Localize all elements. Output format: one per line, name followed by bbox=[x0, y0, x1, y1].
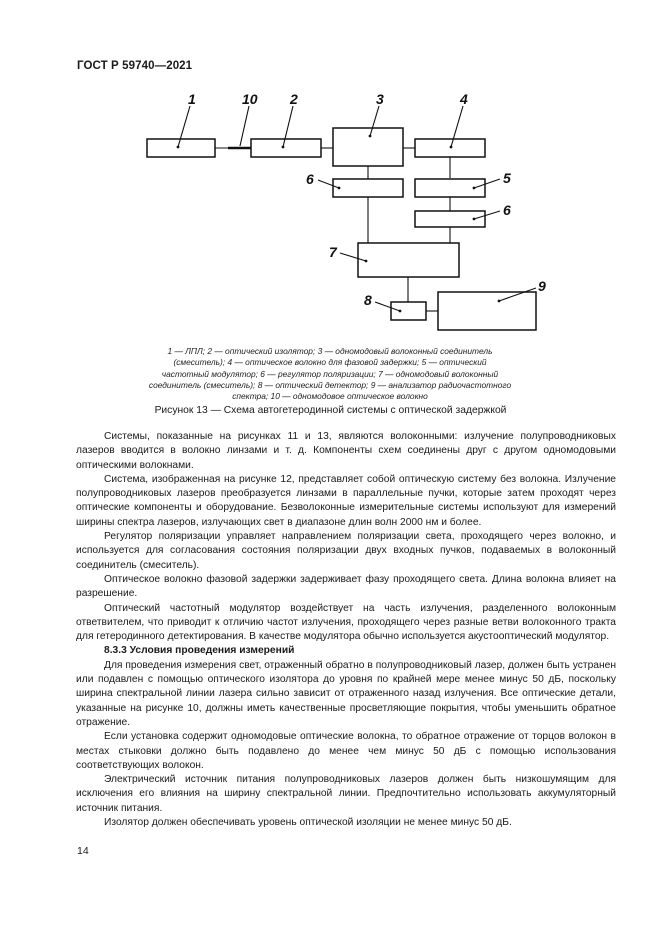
box-2-isolator bbox=[251, 139, 321, 157]
paragraph: Регулятор поляризации управляет направлением поляризации света, проходящего через волокно, и используется для согласования состояния поляризации двух входных пучков, подаваемых в волоконный соединитель (смеситель). bbox=[76, 531, 616, 571]
legend-line: спектра; 10 — одномодовое оптическое волокно bbox=[232, 391, 428, 402]
leader-10 bbox=[240, 106, 249, 146]
box-9-analyzer bbox=[438, 292, 536, 330]
legend-line: (смеситель); 4 — оптическое волокно для фазовой задержки; 5 — оптический bbox=[173, 357, 487, 368]
label-7: 7 bbox=[329, 244, 337, 260]
legend-line: соединитель (смеситель); 8 — оптический детектор; 9 — анализатор радиочастотного bbox=[148, 379, 512, 390]
label-5: 5 bbox=[503, 170, 511, 186]
paragraph: Оптический частотный модулятор воздействует на часть излучения, разделенного волоконным ответвителем, что приводит к отличию частот излучения, проходящего через разные ветви волоконного тракта для гетеродинного детектирования. В качестве модулятора обычно используется акустооптический модулятор. bbox=[76, 602, 616, 643]
label-3: 3 bbox=[376, 91, 384, 107]
figure-title: Рисунок 13 — Схема автогетеродинной системы с оптической задержкой bbox=[154, 405, 507, 416]
paragraph: Для проведения измерения свет, отраженный обратно в полупроводниковый лазер, должен быть устранен или подавлен с помощью оптического изолятора до уровня по крайней мере менее минус 50 дБ, поскольку ширина спектральной линии лазера сильно зависит от отраженного назад излучения. Все оптические детали, указанные на рисунке 10, должны иметь качественные просветляющие покрытия, чтобы уменьшить обратное отражение. bbox=[76, 659, 616, 728]
document-header: ГОСТ Р 59740—2021 bbox=[77, 60, 193, 72]
label-2: 2 bbox=[290, 91, 298, 107]
box-7-coupler bbox=[358, 243, 459, 277]
label-1: 1 bbox=[188, 91, 196, 107]
label-10: 10 bbox=[242, 91, 258, 107]
label-4: 4 bbox=[460, 91, 468, 107]
paragraph: Система, изображенная на рисунке 12, представляет собой оптическую систему без волокна. Излучение полупроводниковых лазеров преобразуется линзами в параллельные пучки, которые затем проходят через оптические компоненты и оборудование. Безволоконные измерительные системы используют для измерений ширины спектра лазеров, излучающих свет в диапазоне длин волн 2000 нм и более. bbox=[76, 473, 616, 528]
paragraph: Изолятор должен обеспечивать уровень оптической изоляции не менее минус 50 дБ. bbox=[104, 817, 512, 829]
figure-legend bbox=[130, 346, 530, 402]
paragraph: Системы, показанные на рисунках 11 и 13, являются волоконными: излучение полупроводниковых лазеров вводится в волокно линзами и т. д. Компоненты схем соединены друг с другом одномодовыми оптическими волокнами. bbox=[76, 431, 616, 471]
page-number: 14 bbox=[77, 845, 89, 857]
label-8: 8 bbox=[364, 292, 372, 308]
section-heading: 8.3.3 Условия проведения измерений bbox=[104, 645, 295, 657]
box-4-delay-fiber bbox=[415, 139, 485, 157]
label-6: 6 bbox=[503, 202, 511, 218]
label-6a: 6 bbox=[306, 171, 314, 187]
paragraph: Оптическое волокно фазовой задержки задерживает фазу проходящего света. Длина волокна влияет на разрешение. bbox=[76, 573, 616, 600]
legend-line: частотный модулятор; 6 — регулятор поляризации; 7 — одномодовый волоконный bbox=[161, 368, 499, 379]
paragraph: Электрический источник питания полупроводниковых лазеров должен быть низкошумящим для исключения его влияния на ширину спектральной линии. Предпочтительно использовать аккумуляторный источник питания. bbox=[76, 774, 616, 814]
block-diagram bbox=[0, 0, 661, 345]
paragraph: Если установка содержит одномодовые оптические волокна, то обратное отражение от торцов волокон в местах стыковки должно быть подавлено до менее чем минус 50 дБ с помощью использования соответствующих волокон. bbox=[76, 731, 616, 771]
box-3-coupler bbox=[333, 128, 403, 166]
label-9: 9 bbox=[538, 278, 546, 294]
box-6a-polarization bbox=[333, 179, 403, 197]
box-8-detector bbox=[391, 302, 426, 320]
body-text bbox=[76, 430, 616, 830]
box-1-laser bbox=[147, 139, 215, 157]
legend-line: 1 — ЛПЛ; 2 — оптический изолятор; 3 — одномодовый волоконный соединитель bbox=[167, 346, 493, 356]
